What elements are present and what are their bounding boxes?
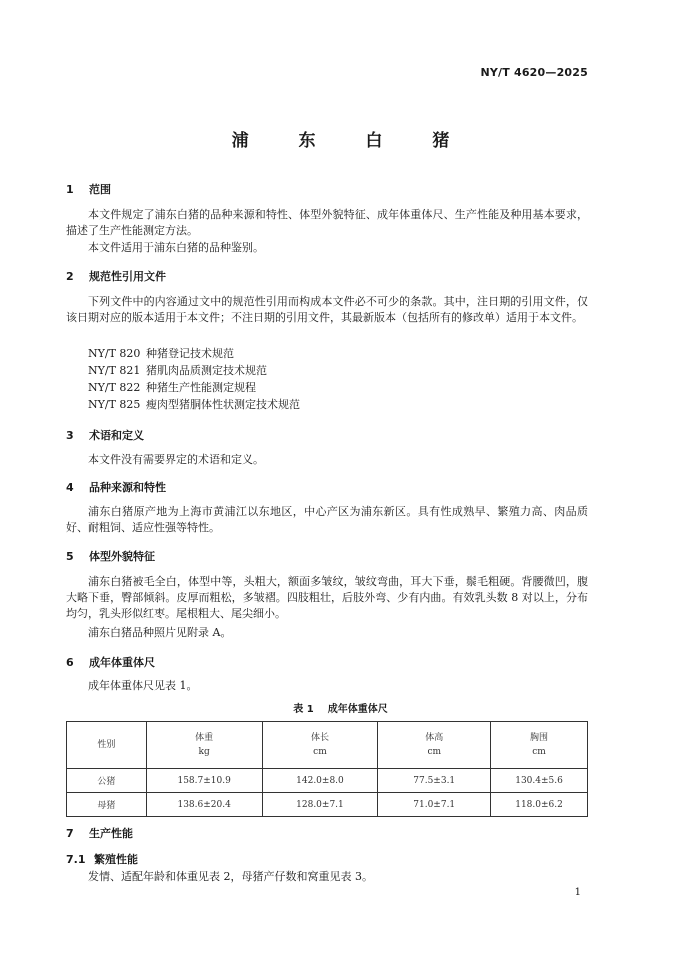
section-7-1-paragraph-1: 发情、适配年龄和体重见表 2，母猪产仔数和窝重见表 3。: [88, 870, 373, 883]
table-cell: 128.0±7.1: [262, 793, 378, 817]
table-cell: 77.5±3.1: [378, 769, 491, 793]
reference-code: NY/T 820: [88, 347, 141, 360]
table-cell: 158.7±10.9: [146, 769, 262, 793]
table-number: 表 1: [293, 704, 314, 715]
unit-label: cm: [532, 747, 546, 757]
reference-code: NY/T 821: [88, 364, 141, 377]
section-number: 6: [66, 656, 74, 669]
section-number: 1: [66, 183, 74, 196]
column-header-sex: 性别: [67, 722, 147, 769]
unit-label: cm: [313, 747, 327, 757]
section-6-heading: [66, 654, 155, 670]
body-measurements-table: [66, 721, 588, 817]
column-header-height: 体高 cm: [378, 722, 491, 769]
section-4-paragraph-1: 浦东白猪原产地为上海市黄浦江以东地区，中心产区为浦东新区。具有性成熟早、繁殖力高、肉品质好、耐粗饲、适应性强等特性。: [66, 505, 588, 534]
section-6-paragraph-1: 成年体重体尺见表 1。: [88, 679, 198, 692]
section-1-heading: [66, 181, 111, 197]
table-cell: 138.6±20.4: [146, 793, 262, 817]
standard-number: NY/T 4620—2025: [480, 66, 588, 79]
reference-title: 种猪生产性能测定规程: [146, 381, 256, 394]
reference-item: [88, 397, 300, 413]
reference-title: 种猪登记技术规范: [146, 347, 234, 360]
section-title: 规范性引用文件: [89, 270, 166, 283]
table-header-row: [67, 722, 588, 769]
section-title: 品种来源和特性: [89, 481, 166, 494]
reference-item: [88, 380, 256, 396]
section-title: 成年体重体尺: [89, 656, 155, 669]
table-cell: 118.0±6.2: [491, 793, 588, 817]
reference-item: [88, 346, 234, 362]
reference-title: 瘦肉型猪胴体性状测定技术规范: [146, 398, 300, 411]
section-7-heading: [66, 825, 133, 841]
document-title: 浦 东 白 猪: [231, 131, 472, 151]
section-number: 4: [66, 481, 74, 494]
section-7-1-heading: [66, 851, 138, 867]
section-1-paragraph-2: 本文件适用于浦东白猪的品种鉴别。: [88, 241, 264, 254]
page-number: 1: [574, 887, 581, 898]
section-title: 繁殖性能: [94, 853, 138, 866]
section-3-heading: [66, 427, 144, 443]
section-title: 范围: [89, 183, 111, 196]
table-caption: [0, 700, 681, 715]
section-1-paragraph-1: 本文件规定了浦东白猪的品种来源和特性、体型外貌特征、成年体重体尺、生产性能及种用基本要求，描述了生产性能测定方法。: [66, 208, 588, 237]
section-title: 体型外貌特征: [89, 550, 155, 563]
reference-code: NY/T 825: [88, 398, 141, 411]
unit-label: kg: [198, 747, 210, 757]
section-5-paragraph-1: 浦东白猪被毛全白，体型中等，头粗大，额面多皱纹，皱纹弯曲，耳大下垂，鬃毛粗硬。背腰微凹，腹大略下垂，臀部倾斜。皮厚而粗松，多皱褶。四肢粗壮，后肢外弯、少有内曲。有效乳头数 8 对以上，分布均匀，乳头形似红枣。尾根粗大、尾尖细小。: [66, 575, 588, 620]
table-cell: 130.4±5.6: [491, 769, 588, 793]
column-header-chest: 胸围 cm: [491, 722, 588, 769]
section-number: 3: [66, 429, 74, 442]
section-number: 5: [66, 550, 74, 563]
column-header-weight: 体重 kg: [146, 722, 262, 769]
unit-label: cm: [427, 747, 442, 757]
section-5-paragraph-2: 浦东白猪品种照片见附录 A。: [88, 626, 232, 639]
section-title: 生产性能: [89, 827, 133, 840]
section-4-heading: [66, 479, 166, 495]
table-title: 成年体重体尺: [327, 704, 388, 715]
column-header-length: 体长 cm: [262, 722, 378, 769]
table-cell: 142.0±8.0: [262, 769, 378, 793]
reference-title: 猪肌肉品质测定技术规范: [146, 364, 267, 377]
table-row: [67, 769, 588, 793]
section-number: 7.1: [66, 853, 86, 866]
section-2-heading: [66, 268, 166, 284]
table-cell: 公猪: [67, 769, 147, 793]
reference-code: NY/T 822: [88, 381, 141, 394]
section-2-paragraph-1: 下列文件中的内容通过文中的规范性引用而构成本文件必不可少的条款。其中，注日期的引用文件，仅该日期对应的版本适用于本文件；不注日期的引用文件，其最新版本（包括所有的修改单）适用于本文件。: [66, 295, 588, 324]
section-number: 7: [66, 827, 74, 840]
section-number: 2: [66, 270, 74, 283]
section-3-paragraph-1: 本文件没有需要界定的术语和定义。: [88, 453, 264, 466]
section-5-heading: [66, 548, 155, 564]
table-cell: 母猪: [67, 793, 147, 817]
section-title: 术语和定义: [89, 429, 144, 442]
table-row: [67, 793, 588, 817]
table-cell: 71.0±7.1: [378, 793, 491, 817]
reference-item: [88, 363, 267, 379]
